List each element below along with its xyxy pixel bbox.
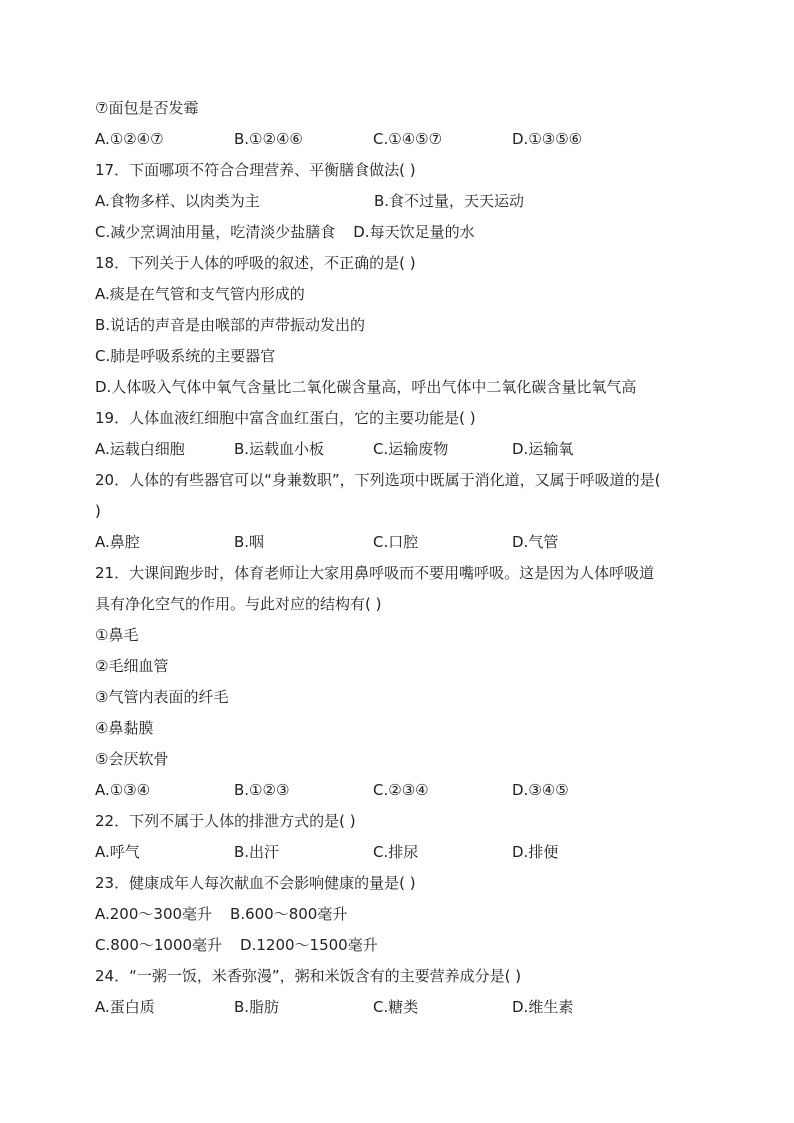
q21-item-2: ②毛细血管 [95, 657, 169, 675]
q21-option-a: A.①③④ [95, 781, 151, 799]
q17-option-d: D.每天饮足量的水 [353, 223, 475, 241]
q24-option-b: B.脂肪 [234, 998, 280, 1016]
q19-option-c: C.运输废物 [373, 440, 449, 458]
q23-option-d: D.1200～1500毫升 [240, 936, 378, 954]
q17-option-c: C.减少烹调油用量，吃清淡少盐膳食 [95, 223, 336, 241]
q17-options-row1 [95, 186, 704, 217]
q24-options [95, 992, 704, 1023]
q23-option-a: A.200～300毫升 [95, 905, 213, 923]
q19-options [95, 434, 704, 465]
q21-stem-line1: 21．大课间跑步时，体育老师让大家用鼻呼吸而不要用嘴呼吸。这是因为人体呼吸道 [95, 564, 655, 582]
q24-option-c: C.糖类 [373, 998, 419, 1016]
q21-item-1: ①鼻毛 [95, 626, 139, 644]
q24-stem: 24．“一粥一饭，米香弥漫”，粥和米饭含有的主要营养成分是( ) [95, 967, 522, 985]
q16-option-c: C.①④⑤⑦ [373, 130, 443, 148]
q22-option-b: B.出汗 [234, 843, 280, 861]
q20-stem-line1: 20．人体的有些器官可以“身兼数职”，下列选项中既属于消化道，又属于呼吸道的是( [95, 471, 661, 489]
q21-item-5: ⑤会厌软骨 [95, 750, 169, 768]
q23-option-b: B.600～800毫升 [230, 905, 348, 923]
q16-option-a: A.①②④⑦ [95, 130, 164, 148]
q20-option-b: B.咽 [234, 533, 265, 551]
q21-options [95, 775, 704, 806]
q21-item-4: ④鼻黏膜 [95, 719, 154, 737]
q22-stem: 22．下列不属于人体的排泄方式的是( ) [95, 812, 356, 830]
q24-option-d: D.维生素 [512, 998, 574, 1016]
q18-option-b: B.说话的声音是由喉部的声带振动发出的 [95, 316, 366, 334]
q21-option-c: C.②③④ [373, 781, 429, 799]
q23-options-row1 [95, 899, 704, 930]
q20-option-c: C.口腔 [373, 533, 419, 551]
q23-options-row2 [95, 930, 704, 961]
q20-options [95, 527, 704, 558]
q18-stem: 18．下列关于人体的呼吸的叙述，不正确的是( ) [95, 254, 416, 272]
q16-options [95, 124, 704, 155]
q18-option-c: C.肺是呼吸系统的主要器官 [95, 347, 276, 365]
q24-option-a: A.蛋白质 [95, 998, 155, 1016]
q22-option-a: A.呼气 [95, 843, 140, 861]
q19-stem: 19．人体血液红细胞中富含血红蛋白，它的主要功能是( ) [95, 409, 476, 427]
q21-item-3: ③气管内表面的纤毛 [95, 688, 229, 706]
q22-options [95, 837, 704, 868]
q17-option-a: A.食物多样、以肉类为主 [95, 192, 260, 210]
q17-option-b: B.食不过量，天天运动 [374, 192, 525, 210]
q21-option-b: B.①②③ [234, 781, 290, 799]
q22-option-d: D.排便 [512, 843, 559, 861]
q16-item-7: ⑦面包是否发霉 [95, 99, 199, 117]
q20-option-a: A.鼻腔 [95, 533, 140, 551]
q23-stem: 23．健康成年人每次献血不会影响健康的量是( ) [95, 874, 416, 892]
q22-option-c: C.排尿 [373, 843, 419, 861]
q20-option-d: D.气管 [512, 533, 559, 551]
q19-option-a: A.运载白细胞 [95, 440, 185, 458]
q20-stem-line2: ) [95, 502, 101, 520]
q19-option-b: B.运载血小板 [234, 440, 325, 458]
q17-stem: 17．下面哪项不符合合理营养、平衡膳食做法( ) [95, 161, 416, 179]
q19-option-d: D.运输氧 [512, 440, 574, 458]
q18-option-a: A.痰是在气管和支气管内形成的 [95, 285, 305, 303]
q16-option-d: D.①③⑤⑥ [512, 130, 583, 148]
q21-stem-line2: 具有净化空气的作用。与此对应的结构有( ) [95, 595, 382, 613]
q18-option-d: D.人体吸入气体中氧气含量比二氧化碳含量高，呼出气体中二氧化碳含量比氧气高 [95, 378, 637, 396]
q21-option-d: D.③④⑤ [512, 781, 569, 799]
q23-option-c: C.800～1000毫升 [95, 936, 223, 954]
q16-option-b: B.①②④⑥ [234, 130, 303, 148]
q17-options-row2 [95, 217, 704, 248]
